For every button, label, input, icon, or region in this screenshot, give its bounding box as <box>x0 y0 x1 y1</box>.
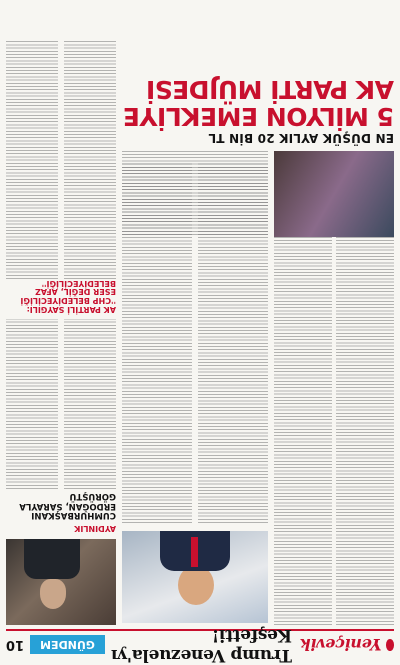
page-header <box>6 625 394 665</box>
article-text <box>64 319 116 489</box>
banner-headline <box>122 77 394 145</box>
banner-line-2: AK PARTİ MÜJDESİ <box>146 75 394 104</box>
article-text <box>336 205 394 625</box>
article-text <box>64 39 116 279</box>
banner-kicker: EN DÜŞÜK AYLIK 20 BİN TL <box>208 131 394 145</box>
photo-caption: AYDINLIK <box>74 524 116 533</box>
header-right <box>6 636 105 655</box>
article-text <box>6 39 58 279</box>
headline-erdogan: CUMHURBAŞKANI ERDOĞAN, SARAYLA GÖRÜŞTÜ <box>19 491 116 520</box>
women-photo <box>274 151 394 237</box>
page-number: 10 <box>6 637 25 653</box>
section-badge: GÜNDEM <box>30 636 105 655</box>
page-title: Trump Venezuela'yı Keşfetti! <box>111 625 292 665</box>
logo-icon <box>386 639 394 651</box>
article-text <box>6 319 58 489</box>
erdogan-photo <box>6 539 116 625</box>
article-text <box>274 205 332 625</box>
banner-line-1: 5 MİLYON EMEKLİYE <box>123 102 394 131</box>
article-text <box>122 151 268 235</box>
trump-photo <box>122 531 268 623</box>
newspaper-logo: Yeniçevik <box>299 635 382 655</box>
headline-ak-parti: AK PARTİLİ SAYGILI: ''CHP BELEDİYECİLİĞİ ESER DEĞİL, AFAZ BELEDİYECİLİĞİ'' <box>20 278 116 314</box>
right-column <box>6 5 116 625</box>
